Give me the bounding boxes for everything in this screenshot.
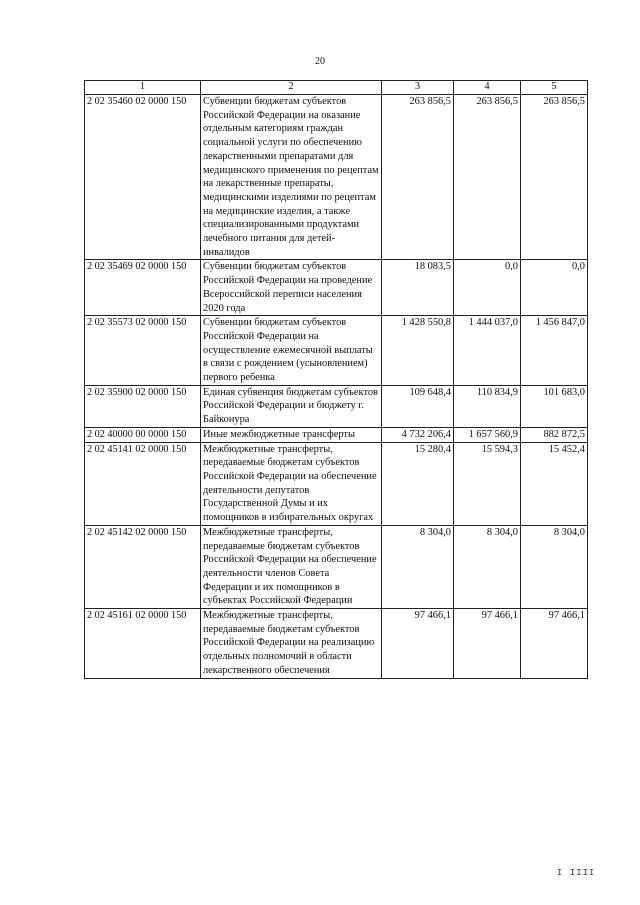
description-cell: Межбюджетные трансферты, передаваемые бюджетам субъектов Российской Федерации на обеспечение деятельности депутатов Государственной Думы и их помощников в избирательных округах — [201, 442, 382, 525]
amount-col5-cell: 101 683,0 — [521, 385, 588, 427]
budget-code-cell: 2 02 45141 02 0000 150 — [85, 442, 201, 525]
table-row — [85, 385, 588, 427]
amount-col4-cell: 0,0 — [454, 260, 521, 316]
amount-col4-cell: 1 444 037,0 — [454, 316, 521, 386]
description-cell: Межбюджетные трансферты, передаваемые бюджетам субъектов Российской Федерации на реализацию отдельных полномочий в области лекарственного обеспечения — [201, 609, 382, 679]
column-header-4: 4 — [454, 81, 521, 95]
budget-code-cell: 2 02 35469 02 0000 150 — [85, 260, 201, 316]
amount-col5-cell: 0,0 — [521, 260, 588, 316]
table-row — [85, 525, 588, 608]
amount-col4-cell: 1 657 560,9 — [454, 427, 521, 442]
description-cell: Субвенции бюджетам субъектов Российской Федерации на проведение Всероссийской переписи населения 2020 года — [201, 260, 382, 316]
amount-col5-cell: 97 466,1 — [521, 609, 588, 679]
amount-col4-cell: 97 466,1 — [454, 609, 521, 679]
budget-code-cell: 2 02 35460 02 0000 150 — [85, 95, 201, 260]
column-header-3: 3 — [382, 81, 454, 95]
amount-col5-cell: 15 452,4 — [521, 442, 588, 525]
amount-col4-cell: 15 594,3 — [454, 442, 521, 525]
amount-col5-cell: 882 872,5 — [521, 427, 588, 442]
amount-col3-cell: 18 083,5 — [382, 260, 454, 316]
table-row — [85, 442, 588, 525]
amount-col4-cell: 8 304,0 — [454, 525, 521, 608]
amount-col5-cell: 1 456 847,0 — [521, 316, 588, 386]
amount-col4-cell: 263 856,5 — [454, 95, 521, 260]
description-cell: Субвенции бюджетам субъектов Российской Федерации на осуществление ежемесячной выплаты в связи с рождением (усыновлением) первого ребенка — [201, 316, 382, 386]
budget-code-cell: 2 02 45142 02 0000 150 — [85, 525, 201, 608]
table-row — [85, 609, 588, 679]
barcode-mark: I IIII — [557, 868, 596, 878]
description-cell: Иные межбюджетные трансферты — [201, 427, 382, 442]
amount-col3-cell: 97 466,1 — [382, 609, 454, 679]
column-header-2: 2 — [201, 81, 382, 95]
table-row — [85, 427, 588, 442]
budget-code-cell: 2 02 35573 02 0000 150 — [85, 316, 201, 386]
column-header-5: 5 — [521, 81, 588, 95]
header-row — [85, 81, 588, 95]
amount-col5-cell: 263 856,5 — [521, 95, 588, 260]
amount-col3-cell: 109 648,4 — [382, 385, 454, 427]
amount-col3-cell: 263 856,5 — [382, 95, 454, 260]
budget-table — [84, 80, 588, 679]
table-row — [85, 260, 588, 316]
amount-col4-cell: 110 834,9 — [454, 385, 521, 427]
table-header — [85, 81, 588, 95]
budget-code-cell: 2 02 45161 02 0000 150 — [85, 609, 201, 679]
table-row — [85, 95, 588, 260]
amount-col3-cell: 15 280,4 — [382, 442, 454, 525]
budget-code-cell: 2 02 40000 00 0000 150 — [85, 427, 201, 442]
amount-col3-cell: 4 732 206,4 — [382, 427, 454, 442]
column-header-1: 1 — [85, 81, 201, 95]
budget-code-cell: 2 02 35900 02 0000 150 — [85, 385, 201, 427]
amount-col3-cell: 1 428 550,8 — [382, 316, 454, 386]
amount-col3-cell: 8 304,0 — [382, 525, 454, 608]
description-cell: Единая субвенция бюджетам субъектов Российской Федерации и бюджету г. Байконура — [201, 385, 382, 427]
table-row — [85, 316, 588, 386]
page-number: 20 — [315, 56, 325, 67]
description-cell: Субвенции бюджетам субъектов Российской Федерации на оказание отдельным категориям граждан социальной услуги по обеспечению лекарственными препаратами для медицинского применения по рецептам на лекарственные препараты, медицинскими изделиями по рецептам на медицинские изделия, а также специализированными продуктами лечебного питания для детей-инвалидов — [201, 95, 382, 260]
amount-col5-cell: 8 304,0 — [521, 525, 588, 608]
description-cell: Межбюджетные трансферты, передаваемые бюджетам субъектов Российской Федерации на обеспечение деятельности членов Совета Федерации и их помощников в субъектах Российской Федерации — [201, 525, 382, 608]
